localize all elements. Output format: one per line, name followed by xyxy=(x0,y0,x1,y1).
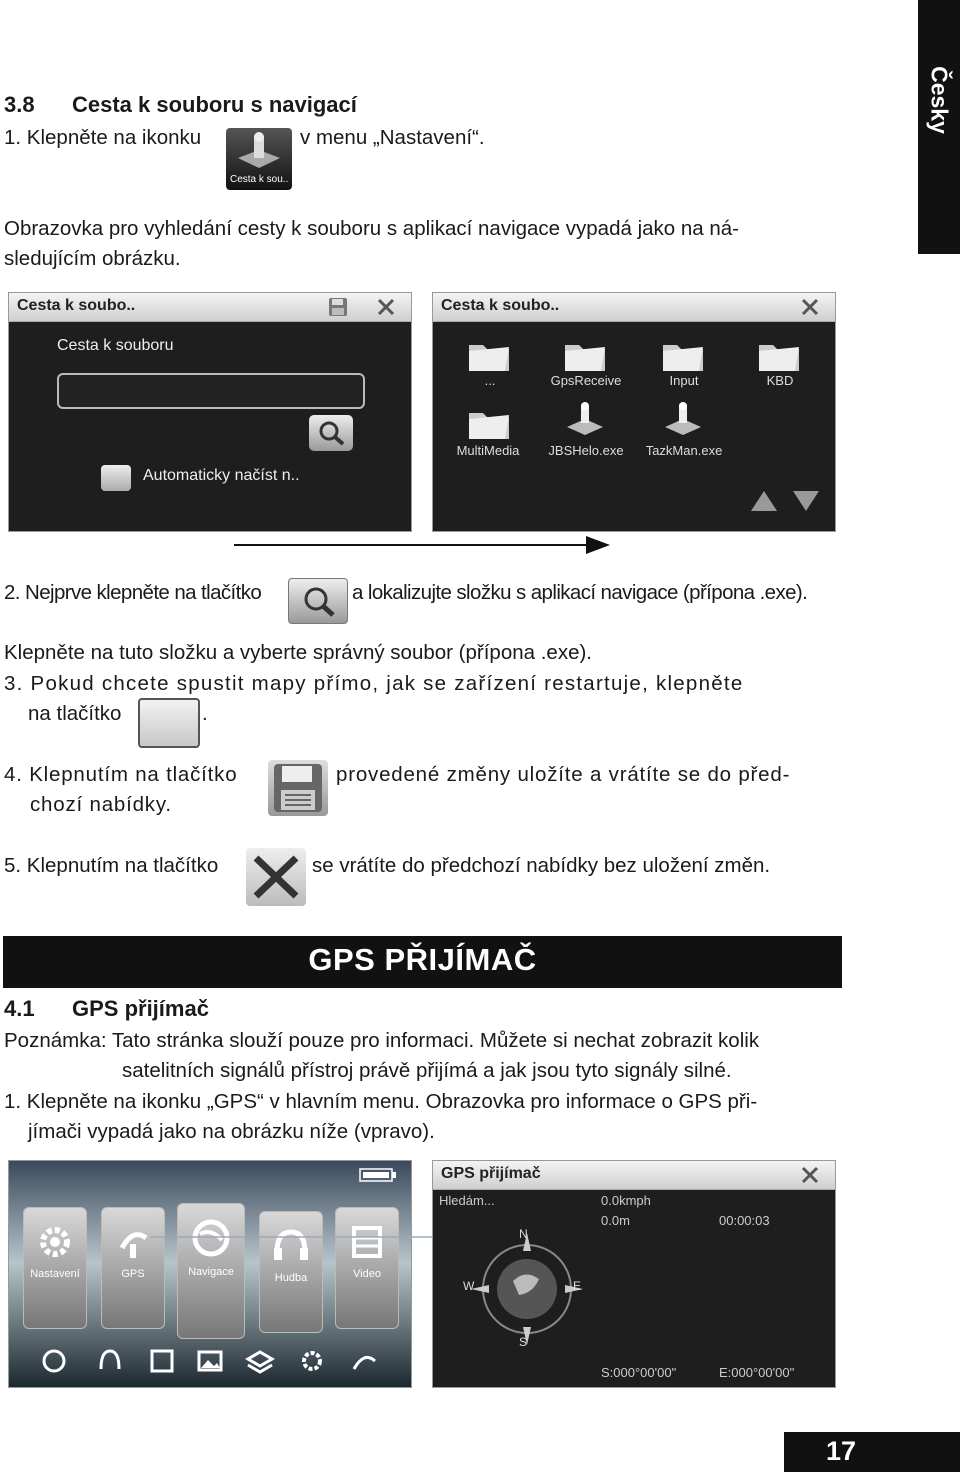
folder-label: GpsReceive xyxy=(550,373,622,388)
search-button[interactable] xyxy=(309,415,353,451)
main-menu-screen xyxy=(8,1160,412,1388)
folder-icon[interactable] xyxy=(467,337,511,373)
folder-label: Input xyxy=(669,373,699,388)
gps-speed: 0.0kmph xyxy=(601,1193,651,1208)
folder-label: ... xyxy=(484,373,496,388)
browser-icon[interactable] xyxy=(39,1347,69,1375)
menu-card-label: GPS xyxy=(121,1268,145,1280)
file-label: TazkMan.exe xyxy=(645,443,723,458)
title-bar xyxy=(433,293,835,322)
section-title: GPS přijímač xyxy=(72,996,209,1021)
step3-dot: . xyxy=(202,702,208,725)
section-number: 3.8 xyxy=(4,92,35,117)
gps-time: 00:00:03 xyxy=(719,1213,770,1228)
language-label: Česky xyxy=(926,66,953,134)
gps-status: Hledám... xyxy=(439,1193,495,1208)
menu-card-label: Navigace xyxy=(188,1266,234,1278)
close-icon xyxy=(246,848,306,906)
autoload-label: Automaticky načíst n.. xyxy=(143,467,300,484)
step2-text-c: Klepněte na tuto složku a vyberte správný soubor (přípona .exe). xyxy=(4,641,593,664)
gps-latitude: S:000°00'00" xyxy=(601,1365,677,1380)
step4-text-c: chozí nabídky. xyxy=(30,793,172,816)
menu-card-label: Hudba xyxy=(274,1272,308,1284)
autoload-checkbox[interactable] xyxy=(101,465,131,491)
menu-card-label: Nastavení xyxy=(30,1268,80,1280)
compass-east: E xyxy=(573,1279,582,1293)
path-input[interactable] xyxy=(57,373,365,409)
save-icon xyxy=(268,760,328,816)
step1-text-b: v menu „Nastavení“. xyxy=(300,126,485,149)
search-icon xyxy=(309,415,353,451)
compass-west: W xyxy=(463,1279,475,1293)
layers-icon[interactable] xyxy=(245,1347,275,1375)
scroll-up-icon[interactable] xyxy=(749,489,779,513)
close-icon[interactable] xyxy=(799,1164,821,1186)
menu-card-settings[interactable] xyxy=(23,1207,87,1329)
gps-step1-line1: 1. Klepněte na ikonku „GPS“ v hlavním menu. Obrazovka pro informace o GPS při- xyxy=(4,1090,758,1113)
step5-text-b: se vrátíte do předchozí nabídky bez uložení změn. xyxy=(312,854,771,877)
folder-icon[interactable] xyxy=(467,405,511,441)
compass-north: N xyxy=(519,1227,528,1241)
step3-text-b: na tlačítko xyxy=(28,702,122,725)
page-number-box xyxy=(784,1432,960,1472)
headphones-icon[interactable] xyxy=(95,1347,125,1375)
gear-icon[interactable] xyxy=(297,1347,327,1375)
gear-icon xyxy=(24,1208,86,1268)
checkbox-button-icon xyxy=(138,698,200,748)
gps-section-banner xyxy=(3,936,842,988)
section-number: 4.1 xyxy=(4,996,35,1021)
close-icon[interactable] xyxy=(375,296,397,318)
section-title: Cesta k souboru s navigací xyxy=(72,92,357,117)
battery-icon xyxy=(359,1167,397,1183)
search-button-icon xyxy=(288,578,348,624)
folder-icon[interactable] xyxy=(661,337,705,373)
screen-title: Cesta k soubo.. xyxy=(441,297,560,314)
language-tab xyxy=(918,0,960,254)
step2-text-a: 2. Nejprve klepněte na tlačítko xyxy=(4,581,262,604)
folder-label: KBD xyxy=(766,373,794,388)
exe-icon[interactable] xyxy=(563,401,607,437)
step3-text-a: 3. Pokud chcete spustit mapy přímo, jak se zařízení restartuje, klepněte xyxy=(4,672,744,695)
screen-title: GPS přijímač xyxy=(441,1165,541,1182)
step2-text-b: a lokalizujte složku s aplikací navigace (přípona .exe). xyxy=(352,581,808,604)
cesta-k-souboru-icon xyxy=(226,128,292,190)
note-line1: Poznámka: Tato stránka slouží pouze pro informaci. Můžete si nechat zobrazit kolik xyxy=(4,1029,760,1052)
screen-title: Cesta k soubo.. xyxy=(17,297,136,314)
folder-icon[interactable] xyxy=(563,337,607,373)
path-label: Cesta k souboru xyxy=(57,337,174,354)
close-icon[interactable] xyxy=(799,296,821,318)
folder-browser-screen xyxy=(432,292,836,532)
folder-label: MultiMedia xyxy=(456,443,520,458)
arrow-right-icon xyxy=(150,1226,468,1248)
compass-south: S xyxy=(519,1335,528,1349)
intro-paragraph-line1: Obrazovka pro vyhledání cesty k souboru s aplikací navigace vypadá jako na ná- xyxy=(4,217,739,240)
gps-banner-title: GPS PŘIJÍMAČ xyxy=(308,942,537,977)
file-label: JBSHelo.exe xyxy=(548,443,624,458)
picture-icon[interactable] xyxy=(195,1347,225,1375)
folder-icon[interactable] xyxy=(757,337,801,373)
note-line2: satelitních signálů přístroj právě přijímá a jak jsou tyto signály silné. xyxy=(122,1059,732,1082)
search-icon xyxy=(289,579,347,623)
title-bar xyxy=(433,1161,835,1190)
gps-longitude: E:000°00'00" xyxy=(719,1365,795,1380)
file-path-screen xyxy=(8,292,412,532)
satellite-icon[interactable] xyxy=(349,1347,379,1375)
page-number: 17 xyxy=(825,1436,856,1466)
title-bar xyxy=(9,293,411,322)
compass-globe-icon xyxy=(467,1229,587,1349)
arrow-right-icon xyxy=(234,534,612,558)
gps-altitude: 0.0m xyxy=(601,1213,630,1228)
scroll-down-icon[interactable] xyxy=(791,489,821,513)
film-icon[interactable] xyxy=(147,1347,177,1375)
step4-text-a: 4. Klepnutím na tlačítko xyxy=(4,763,238,786)
menu-card-navigation[interactable] xyxy=(177,1203,245,1339)
step5-text-a: 5. Klepnutím na tlačítko xyxy=(4,854,219,877)
exe-icon[interactable] xyxy=(661,401,705,437)
step1-text-a: 1. Klepněte na ikonku xyxy=(4,126,202,149)
intro-paragraph-line2: sledujícím obrázku. xyxy=(4,247,181,270)
save-icon[interactable] xyxy=(327,296,349,318)
icon-caption: Cesta k sou.. xyxy=(230,174,289,185)
gps-step1-line2: jímači vypadá jako na obrázku níže (vpravo). xyxy=(28,1120,435,1143)
menu-card-label: Video xyxy=(353,1268,381,1280)
gps-receiver-screen xyxy=(432,1160,836,1388)
step4-text-b: provedené změny uložíte a vrátíte se do před- xyxy=(336,763,791,786)
